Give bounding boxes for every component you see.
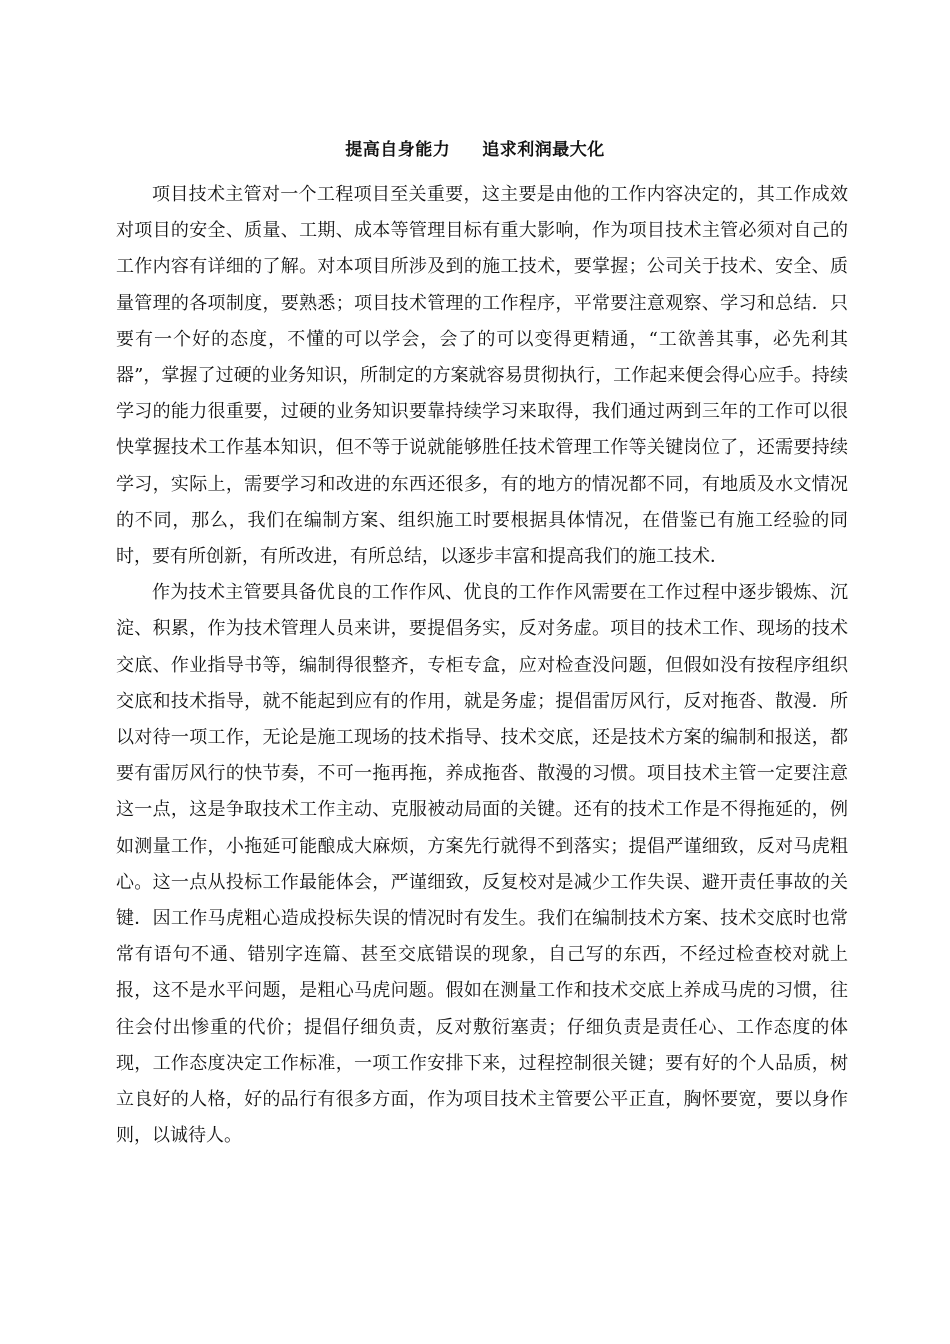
paragraph-2: 作为技术主管要具备优良的工作作风、优良的工作作风需要在工作过程中逐步锻炼、沉淀、积累，作为技术管理人员来讲，要提倡务实，反对务虚。项目的技术工作、现场的技术交底、作业指导书等，编制得很整齐，专柜专盒，应对检查没问题，但假如没有按程序组织交底和技术指导，就不能起到应有的作用，就是务虚；提倡雷厉风行，反对拖沓、散漫．所以对待一项工作，无论是施工现场的技术指导、技术交底，还是技术方案的编制和报送，都要有雷厉风行的快节奏，不可一拖再拖，养成拖沓、散漫的习惯。项目技术主管一定要注意这一点，这是争取技术工作主动、克服被动局面的关键。还有的技术工作是不得拖延的，例如测量工作，小拖延可能酿成大麻烦，方案先行就得不到落实；提倡严谨细致，反对马虎粗心。这一点从投标工作最能体会，严谨细致，反复校对是减少工作失误、避开责任事故的关键．因工作马虎粗心造成投标失误的情况时有发生。我们在编制技术方案、技术交底时也常常有语句不通、错别字连篇、甚至交底错误的现象，自己写的东西，不经过检查校对就上报，这不是水平问题，是粗心马虎问题。假如在测量工作和技术交底上养成马虎的习惯，往往会付出惨重的代价；提倡仔细负责，反对敷衍塞责；仔细负责是责任心、工作态度的体现，工作态度决定工作标准，一项工作安排下来，过程控制很关键；要有好的个人品质，树立良好的人格，好的品行有很多方面，作为项目技术主管要公平正直，胸怀要宽，要以身作则，以诚待人。 (116, 582, 848, 1147)
document-body (116, 177, 848, 1154)
document-title: 提高自身能力 追求利润最大化 (345, 140, 605, 160)
paragraph-1: 项目技术主管对一个工程项目至关重要，这主要是由他的工作内容决定的，其工作成效对项目的安全、质量、工期、成本等管理目标有重大影响，作为项目技术主管必须对自己的工作内容有详细的了解。对本项目所涉及到的施工技术，要掌握；公司关于技术、安全、质量管理的各项制度，要熟悉；项目技术管理的工作程序，平常要注意观察、学习和总结．只要有一个好的态度，不懂的可以学会，会了的可以变得更精通，“工欲善其事，必先利其器”，掌握了过硬的业务知识，所制定的方案就容易贯彻执行，工作起来便会得心应手。持续学习的能力很重要，过硬的业务知识要靠持续学习来取得，我们通过两到三年的工作可以很快掌握技术工作基本知识，但不等于说就能够胜任技术管理工作等关键岗位了，还需要持续学习，实际上，需要学习和改进的东西还很多，有的地方的情况都不同，有地质及水文情况的不同，那么，我们在编制方案、组织施工时要根据具体情况，在借鉴已有施工经验的同时，要有所创新，有所改进，有所总结，以逐步丰富和提高我们的施工技术． (116, 184, 848, 568)
